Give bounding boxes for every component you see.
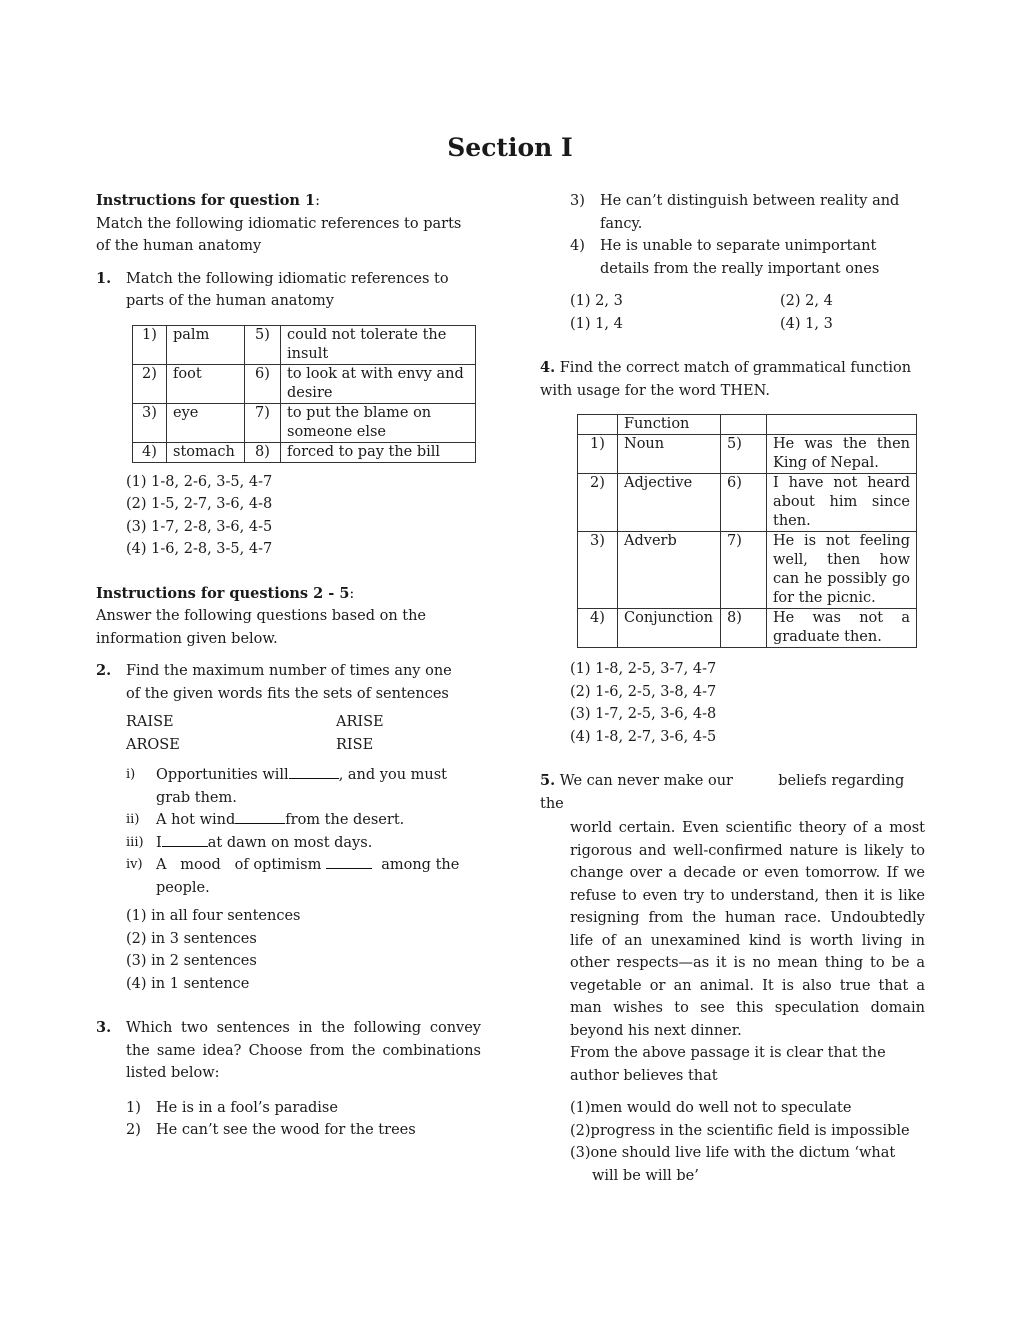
sentence-text: Opportunities will: [156, 767, 289, 783]
sentence: [126, 854, 481, 899]
colon: :: [315, 193, 320, 209]
option[interactable]: (3) in 2 sentences: [126, 953, 257, 969]
cell: stomach: [167, 442, 245, 462]
q1-match-table: [132, 325, 476, 463]
option[interactable]: (2) 1-5, 2-7, 3-6, 4-8: [126, 496, 273, 512]
cell: to put the blame on someone else: [281, 403, 476, 442]
blank: [162, 834, 208, 847]
word: RISE: [336, 736, 374, 753]
table-row: [133, 403, 476, 442]
instructions-q1-text: Match the following idiomatic references to parts of the human anatomy: [96, 215, 462, 254]
cell: He was not a graduate then.: [767, 609, 917, 648]
sentence-text: He can’t see the wood for the trees: [156, 1122, 416, 1138]
sentence-text: A hot wind: [156, 812, 236, 828]
option[interactable]: (1) 1, 4: [570, 315, 623, 332]
header-cell: [767, 415, 917, 435]
option[interactable]: (2) in 3 sentences: [126, 930, 257, 947]
cell: 6): [245, 364, 281, 403]
cell: 3): [578, 532, 618, 609]
sentence-text: He is in a fool’s paradise: [156, 1099, 338, 1116]
sentence: [126, 809, 481, 832]
q2-word-list: [126, 711, 481, 756]
option[interactable]: (4) 1-6, 2-8, 3-5, 4-7: [126, 541, 273, 557]
q5-options: [570, 1097, 925, 1187]
header-cell: Function: [618, 415, 721, 435]
page-title: Section I: [447, 133, 573, 162]
cell: 8): [245, 442, 281, 462]
option[interactable]: (1) 2, 3: [570, 293, 623, 309]
sentence-label: 2): [126, 1122, 141, 1138]
question-1: [96, 268, 481, 313]
instructions-q1: [96, 190, 481, 213]
q5-passage: world certain. Even scientific theory of a most rigorous and well-confirmed nature is likely to change over a decade or even tomorrow. If we refuse to even try to understand, then it is like resigning from the human race. Undoubtedly life of an unexamined kind is worth living in other respects—as it is no mean thing to be a vegetable or an animal. It is also true that a man wishes to see this speculation domain beyond his next dinner.: [570, 820, 925, 1039]
option[interactable]: (1)men would do well not to speculate: [570, 1100, 852, 1116]
option[interactable]: (3) 1-7, 2-5, 3-6, 4-8: [570, 706, 717, 722]
sentence-label: 3): [570, 193, 585, 209]
instructions-q2-5: [96, 583, 481, 606]
option[interactable]: (1) 1-8, 2-5, 3-7, 4-7: [570, 661, 717, 677]
cell: Noun: [618, 435, 721, 474]
sentence-label: i): [126, 767, 136, 782]
blank: [235, 811, 285, 824]
sentence: [570, 190, 925, 235]
sentence: [126, 832, 481, 855]
table-row: [133, 364, 476, 403]
word: ARISE: [336, 714, 384, 730]
q3-sentences-part1: [126, 1097, 481, 1142]
q5-prompt: From the above passage it is clear that the author believes that: [570, 1045, 886, 1084]
cell: 4): [578, 609, 618, 648]
header-cell: [721, 415, 767, 435]
table-row: [133, 325, 476, 364]
colon: :: [349, 585, 355, 602]
question-number: 1.: [96, 269, 112, 287]
option[interactable]: (4) 1-8, 2-7, 3-6, 4-5: [570, 728, 717, 745]
question-text: beliefs regarding the: [540, 773, 905, 812]
cell: 7): [245, 403, 281, 442]
option[interactable]: (2) 1-6, 2-5, 3-8, 4-7: [570, 683, 717, 700]
table-row: [133, 442, 476, 462]
sentence-label: 1): [126, 1099, 141, 1116]
cell: 1): [133, 325, 167, 364]
q3-sentences-part2: [570, 190, 925, 280]
cell: palm: [167, 325, 245, 364]
question-text: Match the following idiomatic references to parts of the human anatomy: [126, 270, 449, 309]
sentence: [126, 764, 481, 809]
cell: forced to pay the bill: [281, 442, 476, 462]
q2-options: [126, 905, 481, 995]
option[interactable]: (1) in all four sentences: [126, 908, 301, 924]
cell: 5): [245, 325, 281, 364]
question-number: 4.: [540, 359, 556, 376]
q4-options: [570, 658, 925, 748]
q3-options: [570, 290, 925, 335]
option[interactable]: (4) 1, 3: [780, 315, 833, 332]
cell: He is not feeling well, then how can he possibly go for the picnic.: [767, 532, 917, 609]
question-2: [96, 660, 481, 705]
table-row: [578, 435, 917, 474]
option[interactable]: (2) 2, 4: [780, 293, 833, 309]
sentence-text: from the desert.: [285, 812, 405, 828]
word: AROSE: [126, 736, 180, 753]
option[interactable]: (3) 1-7, 2-8, 3-6, 4-5: [126, 518, 273, 535]
sentence-label: iv): [126, 857, 143, 872]
sentence-text: He is unable to separate unimportant details from the really important ones: [600, 238, 880, 277]
table-row: [578, 609, 917, 648]
cell: Adjective: [618, 474, 721, 532]
sentence-text: A mood of optimism: [156, 857, 326, 873]
question-number: 3.: [96, 1019, 112, 1036]
question-number: 5.: [540, 772, 556, 789]
option[interactable]: (1) 1-8, 2-6, 3-5, 4-7: [126, 473, 273, 490]
cell: 2): [133, 364, 167, 403]
sentence: [570, 235, 925, 280]
question-text: Find the maximum number of times any one of the given words fits the sets of sentences: [126, 663, 452, 702]
cell: 1): [578, 435, 618, 474]
question-3: [96, 1017, 481, 1085]
sentence-text: I: [156, 834, 162, 851]
header-cell: [578, 415, 618, 435]
blank: [326, 856, 372, 869]
question-text: Find the correct match of grammatical function with usage for the word THEN.: [540, 360, 912, 399]
q1-options: [126, 471, 481, 561]
sentence-label: ii): [126, 812, 140, 827]
cell: Conjunction: [618, 609, 721, 648]
cell: 6): [721, 474, 767, 532]
cell: 7): [721, 532, 767, 609]
sentence-text: He can’t distinguish between reality and fancy.: [600, 193, 900, 232]
cell: eye: [167, 403, 245, 442]
cell: could not tolerate the insult: [281, 325, 476, 364]
question-4: [540, 357, 925, 402]
q2-sentences: [126, 764, 481, 899]
instructions-q2-5-text: Answer the following questions based on the information given below.: [96, 608, 427, 647]
question-number: 2.: [96, 662, 112, 679]
blank: [289, 766, 339, 779]
cell: He was the then King of Nepal.: [767, 435, 917, 474]
left-column: [96, 190, 481, 1142]
table-row: [578, 474, 917, 532]
cell: 4): [133, 442, 167, 462]
option[interactable]: (3)one should live life with the dictum ‘what will be will be’: [570, 1145, 896, 1184]
q4-match-table: [577, 414, 917, 648]
sentence: [126, 1097, 481, 1120]
instructions-q1-heading: Instructions for question 1: [96, 192, 316, 209]
word: RAISE: [126, 714, 174, 730]
question-text: Which two sentences in the following convey the same idea? Choose from the combinations listed below:: [126, 1020, 481, 1081]
sentence-label: 4): [570, 238, 585, 254]
question-5: [540, 770, 925, 815]
sentence: [126, 1119, 481, 1142]
sentence-text: among the people.: [156, 857, 464, 896]
cell: Adverb: [618, 532, 721, 609]
cell: 3): [133, 403, 167, 442]
right-column: [540, 190, 925, 1187]
option[interactable]: (4) in 1 sentence: [126, 975, 250, 992]
cell: I have not heard about him since then.: [767, 474, 917, 532]
table-header-row: [578, 415, 917, 435]
sentence-text: at dawn on most days.: [207, 834, 373, 851]
cell: 5): [721, 435, 767, 474]
cell: to look at with envy and desire: [281, 364, 476, 403]
cell: 2): [578, 474, 618, 532]
sentence-text: , and you must grab them.: [156, 767, 448, 806]
question-text: We can never make our: [559, 773, 733, 789]
option[interactable]: (2)progress in the scientific field is impossible: [570, 1122, 910, 1139]
cell: 8): [721, 609, 767, 648]
cell: foot: [167, 364, 245, 403]
table-row: [578, 532, 917, 609]
instructions-q2-5-heading: Instructions for questions 2 - 5: [96, 584, 350, 602]
sentence-label: iii): [126, 834, 144, 850]
